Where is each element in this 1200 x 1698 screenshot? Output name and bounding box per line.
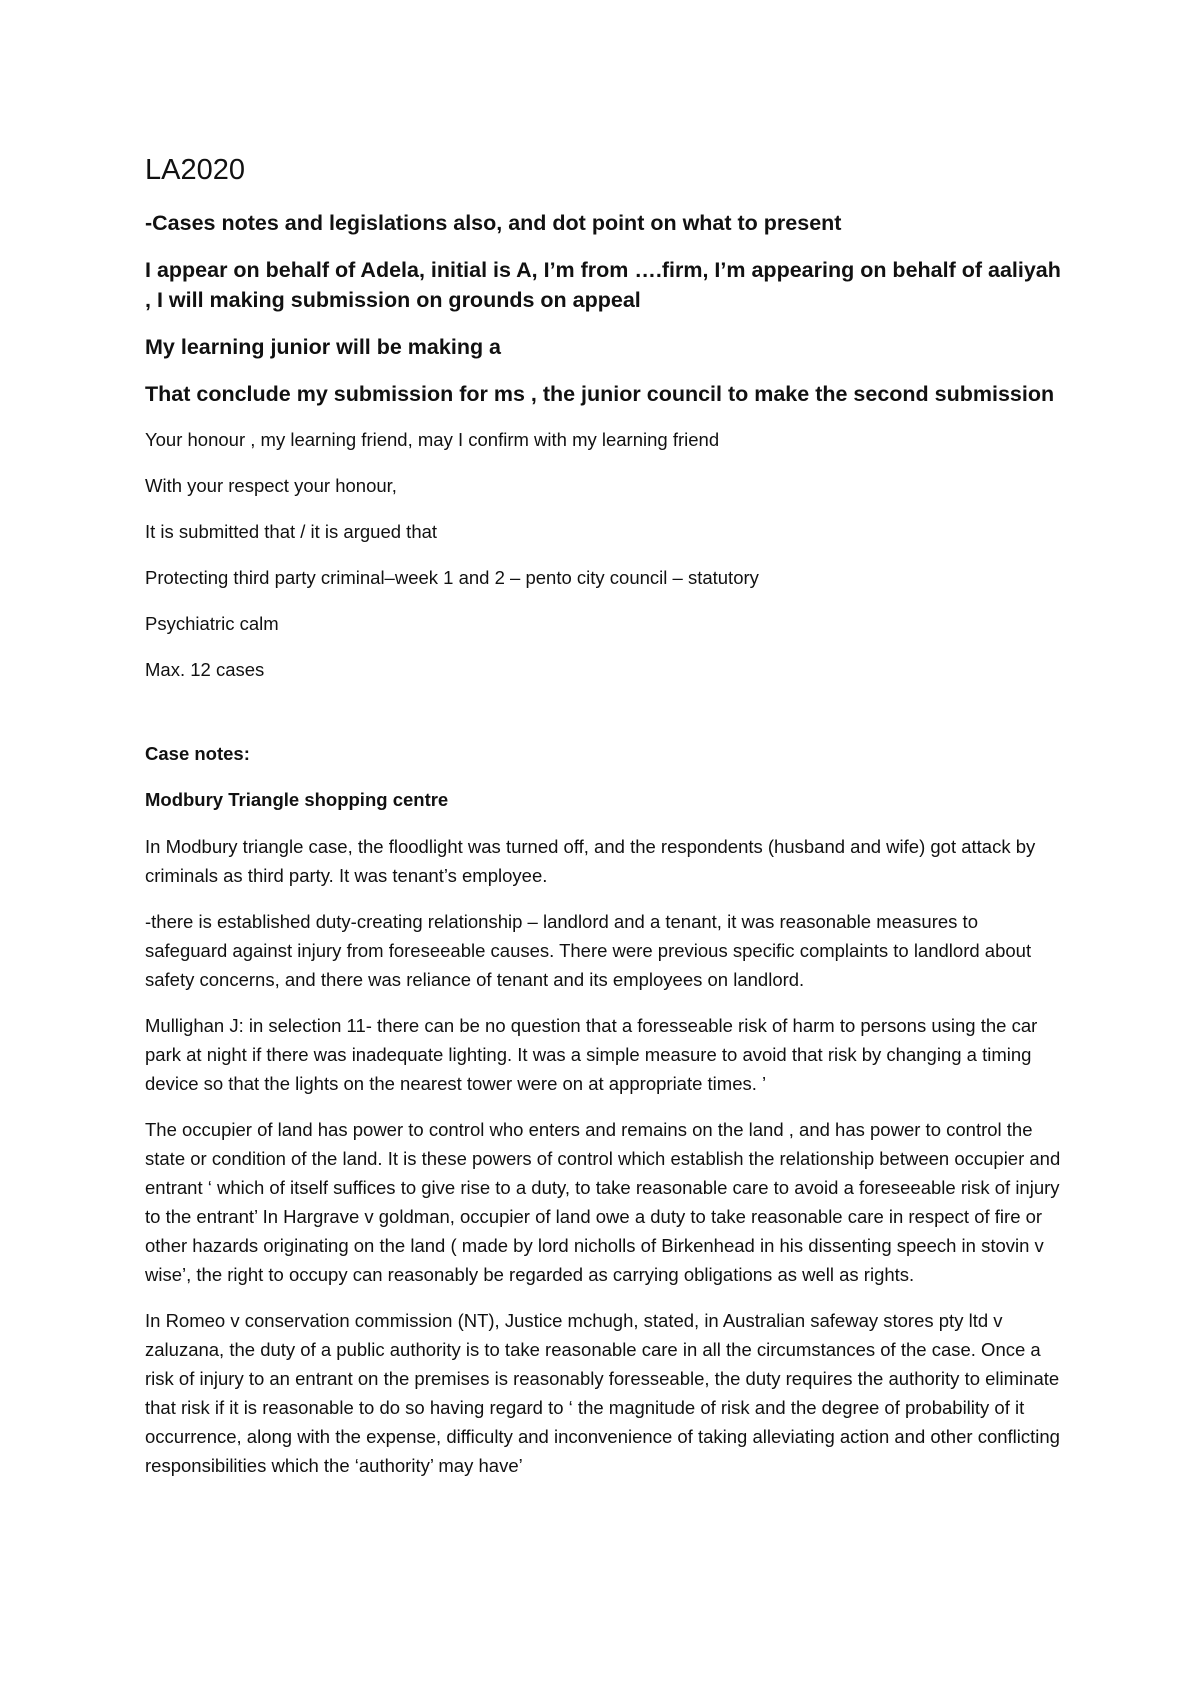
paragraph-mullighan: Mullighan J: in selection 11- there can be no question that a foresseable risk of harm to persons using the car park at night if there was inadequate lighting. It was a simple measure to avoid that risk by changing a timing device so that the lights on the nearest tower were on at appropriate times. ’ bbox=[145, 1015, 1038, 1094]
case-notes-heading: Case notes: bbox=[145, 743, 250, 764]
bold-line-learning-junior: My learning junior will be making a bbox=[145, 335, 502, 359]
line-max-cases: Max. 12 cases bbox=[145, 659, 265, 680]
bold-line-appear-on-behalf: I appear on behalf of Adela, initial is A, I’m from ….firm, I’m appearing on behalf of aaliyah , I will making submission on grounds on appeal bbox=[145, 258, 1061, 312]
line-your-honour: Your honour , my learning friend, may I confirm with my learning friend bbox=[145, 429, 720, 450]
paragraph-duty-relationship: -there is established duty-creating relationship – landlord and a tenant, it was reasonable measures to safeguard against injury from foreseeable causes. There were previous specific complaints to landlord about safety concerns, and there was reliance of tenant and its employees on landlord. bbox=[145, 911, 1032, 990]
spacer bbox=[145, 702, 1065, 740]
paragraph-romeo: In Romeo v conservation commission (NT), Justice mchugh, stated, in Australian safeway stores pty ltd v zaluzana, the duty of a public authority is to take reasonable care in all the circumstances of the case. Once a risk of injury to an entrant on the premises is reasonably foresseable, the duty requires the authority to eliminate that risk if it is reasonable to do so having regard to ‘ the magnitude of risk and the degree of probability of it occurrence, along with the expense, difficulty and inconvenience of taking alleviating action and other conflicting responsibilities which the ‘authority’ may have’ bbox=[145, 1310, 1060, 1476]
line-with-your-respect: With your respect your honour, bbox=[145, 475, 397, 496]
case-heading: Modbury Triangle shopping centre bbox=[145, 789, 449, 810]
line-psychiatric: Psychiatric calm bbox=[145, 613, 279, 634]
document-body bbox=[145, 150, 1065, 1497]
paragraph-modbury-intro: In Modbury triangle case, the floodlight was turned off, and the respondents (husband and wife) got attack by criminals as third party. It was tenant’s employee. bbox=[145, 836, 1036, 886]
bold-line-conclude-submission: That conclude my submission for ms , the junior council to make the second submission bbox=[145, 382, 1055, 406]
bold-line-cases-notes: -Cases notes and legislations also, and dot point on what to present bbox=[145, 211, 842, 235]
paragraph-occupier-of-land: The occupier of land has power to control who enters and remains on the land , and has power to control the state or condition of the land. It is these powers of control which establish the relationship between occupier and entrant ‘ which of itself suffices to give rise to a duty, to take reasonable care to avoid a foreseeable risk of injury to the entrant’ In Hargrave v goldman, occupier of land owe a duty to take reasonable care in respect of fire or other hazards originating on the land ( made by lord nicholls of Birkenhead in his dissenting speech in stovin v wise’, the right to occupy can reasonably be regarded as carrying obligations as well as rights. bbox=[145, 1119, 1061, 1285]
line-protecting-third-party: Protecting third party criminal–week 1 and 2 – pento city council – statutory bbox=[145, 567, 759, 588]
document-title: LA2020 bbox=[145, 154, 245, 186]
line-it-is-submitted: It is submitted that / it is argued that bbox=[145, 521, 438, 542]
